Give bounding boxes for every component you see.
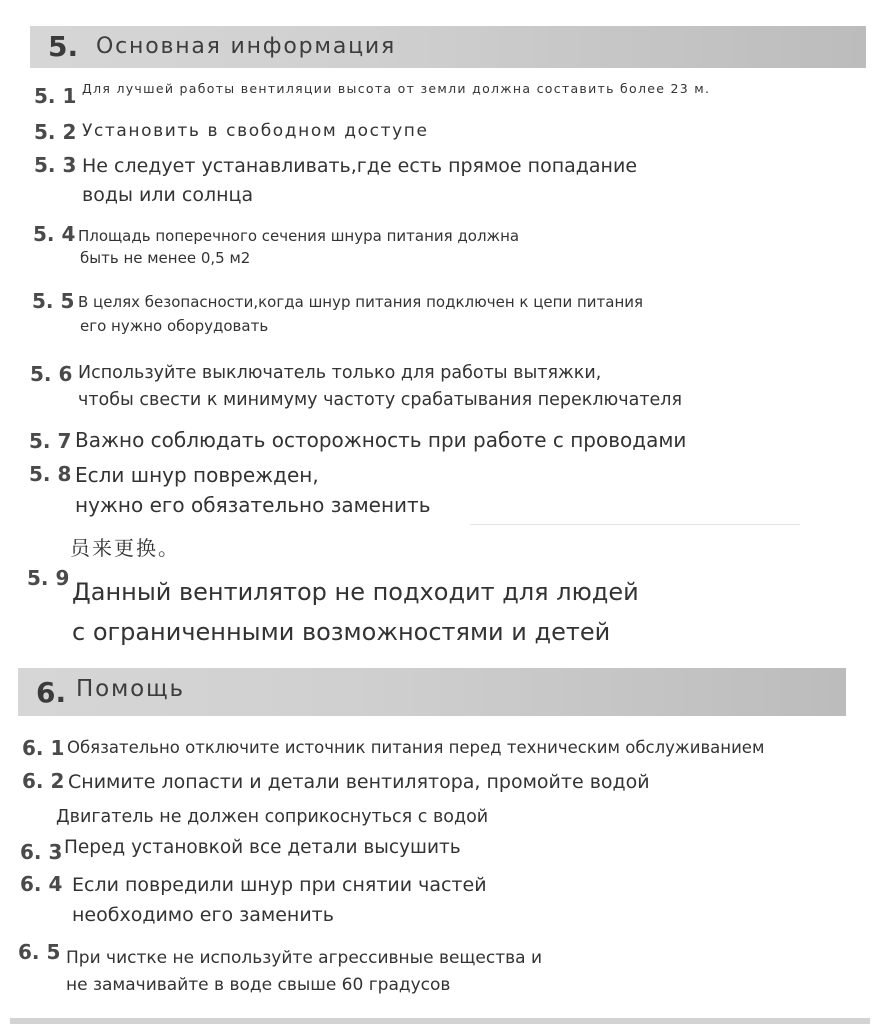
- item-5-8-line-2: нужно его обязательно заменить: [75, 493, 431, 517]
- item-6-5-line-1: При чистке не используйте агрессивные вещества и: [66, 948, 543, 968]
- item-5-1-text: Для лучшей работы вентиляции высота от земли должна составить более 23 м.: [82, 81, 711, 96]
- item-5-8-line-1: Если шнур поврежден,: [75, 463, 319, 487]
- item-5-3-number: 5. 3: [34, 153, 77, 177]
- item-5-8-number: 5. 8: [29, 462, 72, 486]
- item-5-3-line-1: Не следует устанавливать,где есть прямое попадание: [82, 155, 638, 177]
- section-6-number: 6.: [36, 676, 67, 709]
- section-5-title: Основная информация: [96, 34, 397, 59]
- item-5-6-number: 5. 6: [30, 362, 73, 386]
- item-5-5-line-2: его нужно оборудовать: [80, 317, 269, 335]
- item-5-6-line-1: Используйте выключатель только для работы вытяжки,: [78, 363, 602, 383]
- item-6-4-number: 6. 4: [20, 872, 63, 896]
- item-5-6-line-2: чтобы свести к минимуму частоту срабатывания переключателя: [78, 390, 682, 410]
- item-6-1-number: 6. 1: [22, 736, 65, 760]
- section-5-header: [30, 26, 866, 68]
- item-5-4-line-1: Площадь поперечного сечения шнура питания должна: [78, 227, 520, 245]
- item-5-2-number: 5. 2: [34, 120, 77, 144]
- faint-divider: [470, 524, 800, 525]
- item-5-4-number: 5. 4: [33, 222, 76, 246]
- item-6-4-line-2: необходимо его заменить: [72, 904, 334, 926]
- item-6-5-line-2: не замачивайте в воде свыше 60 градусов: [66, 975, 451, 995]
- item-5-9-number: 5. 9: [27, 566, 70, 590]
- item-6-2-number: 6. 2: [22, 769, 65, 793]
- item-5-7-text: Важно соблюдать осторожность при работе с проводами: [75, 428, 687, 452]
- item-6-4-line-1: Если повредили шнур при снятии частей: [72, 874, 487, 896]
- item-5-4-line-2: быть не менее 0,5 м2: [80, 249, 251, 267]
- item-6-2-line-1: Снимите лопасти и детали вентилятора, промойте водой: [68, 771, 650, 793]
- item-6-2-line-2: Двигатель не должен соприкоснуться с водой: [56, 807, 489, 827]
- item-5-5-line-1: В целях безопасности,когда шнур питания подключен к цепи питания: [78, 293, 644, 311]
- item-5-5-number: 5. 5: [32, 289, 75, 313]
- item-5-3-line-2: воды или солнца: [82, 184, 254, 206]
- section-6-title: Помощь: [76, 676, 185, 702]
- item-5-9-line-2: с ограниченными возможностями и детей: [72, 618, 611, 646]
- item-5-1-number: 5. 1: [34, 84, 77, 108]
- residual-chinese-text: 员来更换。: [70, 536, 180, 560]
- item-6-3-number: 6. 3: [20, 840, 63, 864]
- item-5-9-line-1: Данный вентилятор не подходит для людей: [72, 578, 639, 606]
- item-5-7-number: 5. 7: [29, 429, 72, 453]
- item-6-1-text: Обязательно отключите источник питания перед техническим обслуживанием: [67, 738, 765, 757]
- item-5-2-text: Установить в свободном доступе: [82, 121, 429, 141]
- item-6-5-number: 6. 5: [18, 940, 61, 964]
- section-5-number: 5.: [48, 30, 79, 63]
- item-6-3-text: Перед установкой все детали высушить: [64, 837, 461, 858]
- section-6-header: [18, 668, 846, 716]
- bottom-rule: [10, 1018, 870, 1024]
